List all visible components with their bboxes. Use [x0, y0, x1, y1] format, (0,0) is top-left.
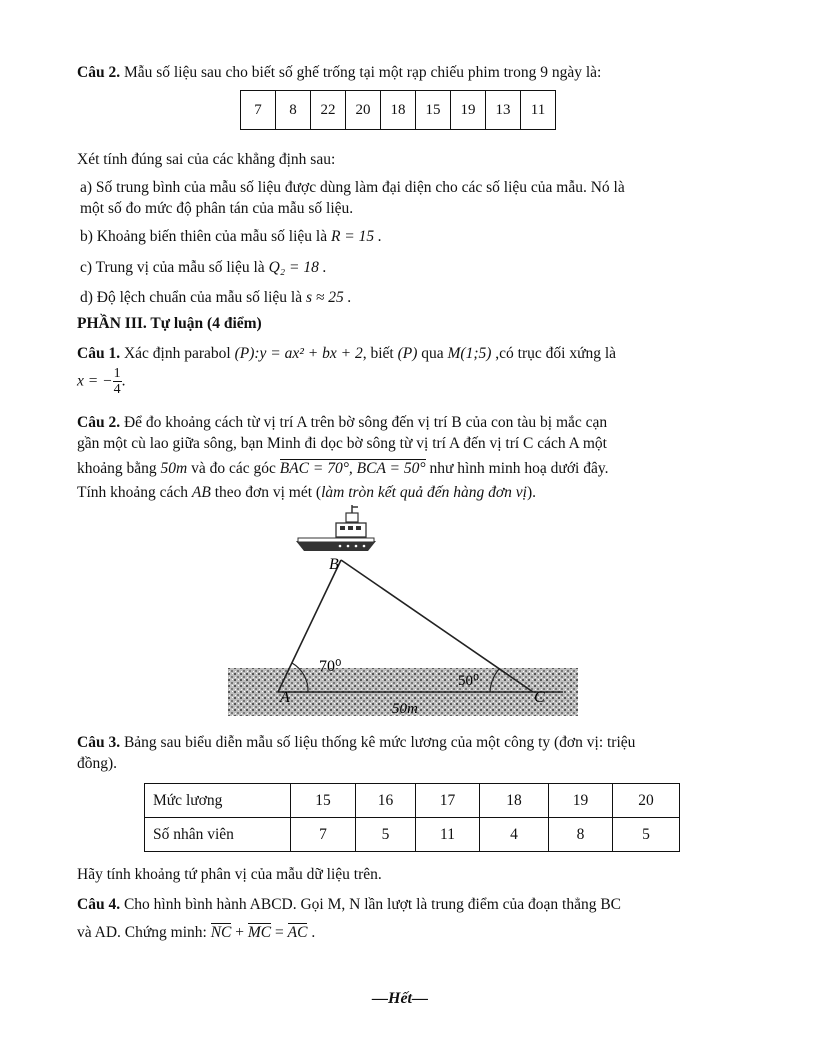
vector-nc: NC [210, 924, 232, 941]
boat-icon [296, 505, 376, 551]
essay2-label: Câu 2. [77, 414, 121, 431]
essay2-line2: gần một cù lao giữa sông, bạn Minh đi dọc bờ sông từ vị trí A đến vị trí C cách A một [77, 435, 607, 452]
q2-statement-c-formula: Q₂ = 18 . [268, 259, 327, 276]
table-cell: 8 [276, 91, 311, 130]
essay1-text2: , biết [362, 345, 398, 362]
vector-ac: AC [287, 924, 308, 941]
table-cell: 16 [356, 784, 416, 818]
essay2-ab: AB [191, 484, 211, 501]
end-marker: —Hết— [372, 990, 428, 1007]
table-cell: 19 [549, 784, 613, 818]
q2-statement-c [80, 257, 327, 279]
essay1-end: . [121, 372, 126, 390]
part3-title: PHẦN III. Tự luận (4 điểm) [77, 315, 262, 332]
q2-label: Câu 2. [77, 64, 121, 81]
row2-header: Số nhân viên [145, 818, 291, 852]
angle-c-label: 50⁰ [458, 673, 480, 689]
essay2-line4 [77, 482, 536, 504]
essay2-l3c: như hình minh hoạ dưới đây. [425, 460, 609, 477]
essay1-line2 [77, 366, 125, 398]
table-row [145, 818, 680, 852]
essay2-l3b: và đo các góc [187, 460, 280, 477]
salary-table [144, 783, 680, 852]
distance-label: 50m [392, 701, 418, 717]
label-c: C [534, 689, 545, 706]
essay1-point: M(1;5) [447, 345, 492, 362]
essay4-line1 [77, 894, 621, 916]
essay3-l1: Bảng sau biểu diễn mẫu số liệu thống kê mức lương của một công ty (đơn vị: triệu [123, 734, 636, 751]
label-b: B [329, 556, 339, 573]
table-cell: 11 [521, 91, 556, 130]
essay1-text4: ,có trục đối xứng là [491, 345, 617, 362]
essay2-l4b: theo đơn vị mét ( [210, 484, 322, 501]
table-cell: 20 [613, 784, 680, 818]
table-cell: 18 [381, 91, 416, 130]
essay2-l1: Để đo khoảng cách từ vị trí A trên bờ sông đến vị trí B của con tàu bị mắc cạn [123, 414, 608, 431]
q2-statement-a-line2: một số đo mức độ phân tán của mẫu số liệu. [80, 200, 354, 217]
table-cell: 18 [480, 784, 549, 818]
essay3-after: Hãy tính khoảng tứ phân vị của mẫu dữ liệu trên. [77, 866, 382, 883]
essay4-l2a: và AD. Chứng minh: [77, 924, 211, 941]
q2-statement-c-text: c) Trung vị của mẫu số liệu là [80, 259, 269, 276]
essay3-line2: đồng). [77, 755, 118, 772]
angle-a-label: 70⁰ [319, 658, 342, 675]
table-cell: 15 [291, 784, 356, 818]
table-cell: 7 [241, 91, 276, 130]
essay2-l3a: khoảng bằng [77, 460, 161, 477]
table-cell: 13 [486, 91, 521, 130]
essay4-eq: = [271, 924, 288, 941]
essay2-angles: BAC = 70°, BCA = 50° [279, 460, 426, 477]
q2-statement-d [80, 287, 352, 309]
q2-intro: Xét tính đúng sai của các khẳng định sau: [77, 151, 336, 168]
label-a: A [280, 689, 290, 706]
table-cell: 20 [346, 91, 381, 130]
essay4-plus: + [231, 924, 248, 941]
essay2-l4d: ). [526, 484, 536, 501]
essay2-l4c: làm tròn kết quả đến hàng đơn vị [321, 484, 527, 501]
q2-statement-d-formula: s ≈ 25 . [305, 289, 352, 306]
seat-data-table [240, 90, 556, 130]
essay1-x-eq: x = − [77, 372, 113, 390]
essay1-p: (P) [397, 345, 418, 362]
table-cell: 5 [613, 818, 680, 852]
essay2-line3 [77, 458, 608, 480]
q2-prompt [77, 62, 601, 84]
essay1-frac-num: 1 [113, 366, 121, 381]
q2-statement-b-text: b) Khoảng biến thiên của mẫu số liệu là [80, 228, 331, 245]
essay2-l4a: Tính khoảng cách [77, 484, 192, 501]
essay1-fraction [113, 366, 122, 398]
essay4-end: . [307, 924, 316, 941]
essay3-line1 [77, 732, 635, 754]
table-row [145, 784, 680, 818]
table-cell: 4 [480, 818, 549, 852]
essay1-line1 [77, 343, 616, 365]
essay1-label: Câu 1. [77, 345, 121, 362]
q2-statement-b [80, 226, 382, 248]
row1-header: Mức lương [145, 784, 291, 818]
table-cell: 22 [311, 91, 346, 130]
table-cell: 7 [291, 818, 356, 852]
table-cell: 17 [416, 784, 480, 818]
essay4-label: Câu 4. [77, 896, 121, 913]
essay4-line2 [77, 922, 315, 944]
q2-text: Mẫu số liệu sau cho biết số ghế trống tại một rạp chiếu phim trong 9 ngày là: [123, 64, 602, 81]
table-cell: 5 [356, 818, 416, 852]
table-cell: 19 [451, 91, 486, 130]
essay1-parabola: (P):y = ax² + bx + 2 [234, 345, 363, 362]
q2-statement-b-formula: R = 15 . [330, 228, 382, 245]
table-row [241, 91, 556, 130]
vector-mc: MC [247, 924, 272, 941]
table-cell: 11 [416, 818, 480, 852]
essay1-text3: qua [417, 345, 448, 362]
essay2-line1 [77, 412, 607, 434]
essay1-text1: Xác định parabol [123, 345, 235, 362]
q2-statement-d-text: d) Độ lệch chuẩn của mẫu số liệu là [80, 289, 306, 306]
q2-statement-a-line1: a) Số trung bình của mẫu số liệu được dùng làm đại diện cho các số liệu của mẫu. Nó là [80, 179, 625, 196]
essay3-label: Câu 3. [77, 734, 121, 751]
essay2-dist: 50m [160, 460, 188, 477]
table-cell: 8 [549, 818, 613, 852]
essay1-frac-den: 4 [113, 382, 121, 398]
table-cell: 15 [416, 91, 451, 130]
essay4-l1: Cho hình bình hành ABCD. Gọi M, N lần lượt là trung điểm của đoạn thẳng BC [123, 896, 622, 913]
river-triangle-figure [228, 505, 588, 723]
